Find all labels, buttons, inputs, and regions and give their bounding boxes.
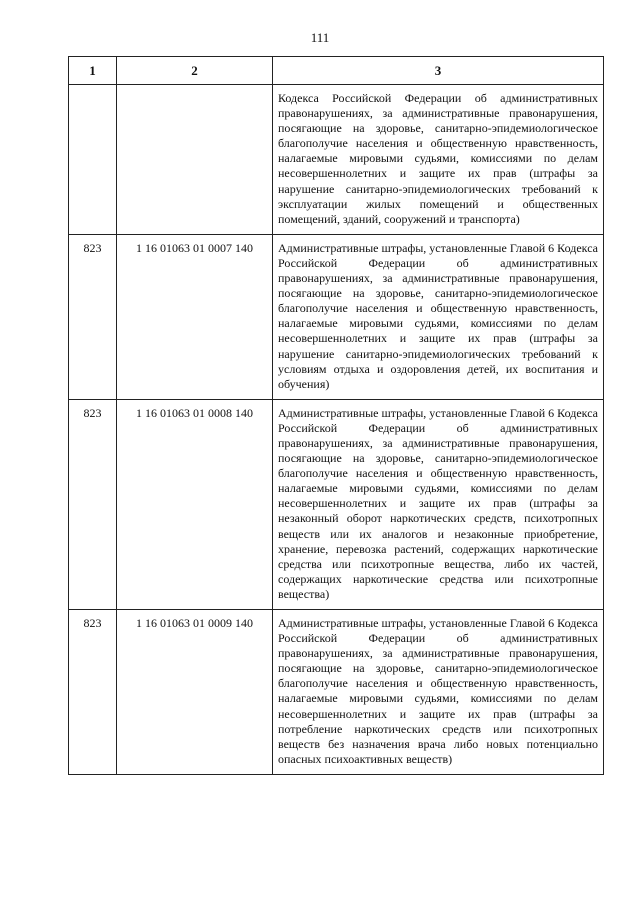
description-cell: Кодекса Российской Федерации об административных правонарушениях, за административные правонарушения, посягающие на здоровье, санитарно-эпидемиологическое благополучие населения и общественную нравственность, налагаемые мировыми судьями, комиссиями по делам несовершеннолетних и защите их прав (штрафы за нарушение санитарно-эпидемиологических требований к эксплуатации жилых помещений и общественных помещений, зданий, сооружений и транспорта) xyxy=(273,85,604,235)
description-cell: Административные штрафы, установленные Главой 6 Кодекса Российской Федерации об административных правонарушениях, за административные правонарушения, посягающие на здоровье, санитарно-эпидемиологическое благополучие населения и общественную нравственность, налагаемые мировыми судьями, комиссиями по делам несовершеннолетних и защите их прав (штрафы за нарушение санитарно-эпидемиологических требований к условиям отдыха и оздоровления детей, их воспитания и обучения) xyxy=(273,234,604,399)
budget-code-cell xyxy=(117,85,273,235)
admin-code-cell: 823 xyxy=(69,234,117,399)
table-header-row xyxy=(69,57,604,85)
budget-code-table xyxy=(68,56,604,775)
budget-code-cell: 1 16 01063 01 0009 140 xyxy=(117,610,273,775)
column-header-1: 1 xyxy=(69,57,117,85)
description-cell: Административные штрафы, установленные Главой 6 Кодекса Российской Федерации об административных правонарушениях, за административные правонарушения, посягающие на здоровье, санитарно-эпидемиологическое благополучие населения и общественную нравственность, налагаемые мировыми судьями, комиссиями по делам несовершеннолетних и защите их прав (штрафы за незаконный оборот наркотических средств, психотропных веществ или их аналогов и незаконные приобретение, хранение, перевозка растений, содержащих наркотические средства или психотропные вещества, либо их частей, содержащих наркотические средства или психотропные вещества) xyxy=(273,399,604,609)
column-header-3: 3 xyxy=(273,57,604,85)
admin-code-cell: 823 xyxy=(69,610,117,775)
table-row xyxy=(69,399,604,609)
table-row xyxy=(69,85,604,235)
description-cell: Административные штрафы, установленные Главой 6 Кодекса Российской Федерации об административных правонарушениях, за административные правонарушения, посягающие на здоровье, санитарно-эпидемиологическое благополучие населения и общественную нравственность, налагаемые мировыми судьями, комиссиями по делам несовершеннолетних и защите их прав (штрафы за потребление наркотических средств или психотропных веществ без назначения врача либо новых потенциально опасных психоактивных веществ) xyxy=(273,610,604,775)
budget-code-cell: 1 16 01063 01 0008 140 xyxy=(117,399,273,609)
table-row xyxy=(69,234,604,399)
admin-code-cell: 823 xyxy=(69,399,117,609)
admin-code-cell xyxy=(69,85,117,235)
column-header-2: 2 xyxy=(117,57,273,85)
budget-code-cell: 1 16 01063 01 0007 140 xyxy=(117,234,273,399)
table-row xyxy=(69,610,604,775)
page-number: 111 xyxy=(310,30,330,45)
